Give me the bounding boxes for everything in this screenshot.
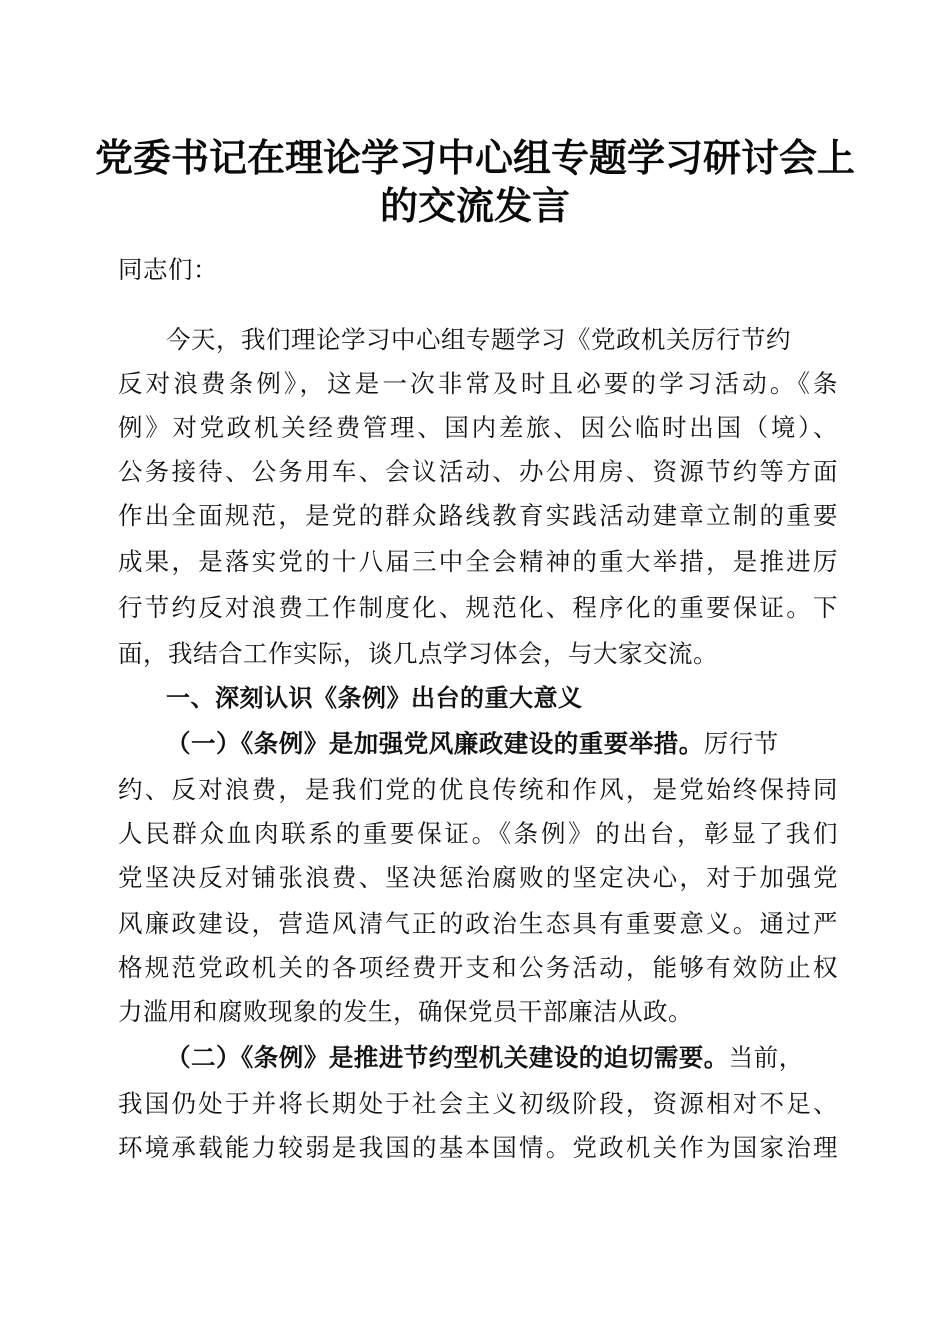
paragraph-1-line: 风廉政建设，营造风清气正的政治生态具有重要意义。通过严 [118, 909, 838, 938]
document-title-line-1: 党委书记在理论学习中心组专题学习研讨会上 [94, 135, 855, 180]
paragraph-2-subhead: （二）《条例》是推进节约型机关建设的迫切需要。 [166, 1043, 729, 1072]
intro-line: 例》对党政机关经费管理、国内差旅、因公临时出国（境）、 [118, 413, 838, 442]
intro-line: 面，我结合工作实际，谈几点学习体会，与大家交流。 [118, 639, 718, 668]
paragraph-2-first-rest: 当前， [728, 1043, 804, 1072]
paragraph-1-line: 人民群众血肉联系的重要保证。《条例》的出台，彰显了我们 [118, 819, 838, 848]
intro-line: 成果，是落实党的十八届三中全会精神的重大举措，是推进厉 [118, 547, 838, 576]
intro-line: 行节约反对浪费工作制度化、规范化、程序化的重要保证。下 [118, 593, 838, 622]
paragraph-1-line: 党坚决反对铺张浪费、坚决惩治腐败的坚定决心，对于加强党 [118, 863, 838, 892]
intro-line: 今天，我们理论学习中心组专题学习《党政机关厉行节约 [166, 325, 791, 354]
paragraph-1-subhead: （一）《条例》是加强党风廉政建设的重要举措。 [166, 729, 704, 758]
paragraph-1-line: 力滥用和腐败现象的发生，确保党员干部廉洁从政。 [118, 997, 693, 1026]
paragraph-1-first-line [166, 722, 822, 766]
paragraph-1-line: 格规范党政机关的各项经费开支和公务活动，能够有效防止权 [118, 953, 838, 982]
paragraph-2-line: 环境承载能力较弱是我国的基本国情。党政机关作为国家治理 [118, 1133, 838, 1162]
section-heading: 一、深刻认识《条例》出台的重大意义 [166, 684, 583, 712]
paragraph-1-first-rest: 厉行节 [703, 729, 779, 758]
document-title-line-2: 的交流发言 [379, 183, 570, 228]
intro-line: 反对浪费条例》，这是一次非常及时且必要的学习活动。《条 [118, 369, 838, 398]
salutation: 同志们： [118, 255, 218, 284]
paragraph-2-first-line [166, 1036, 838, 1080]
intro-line: 作出全面规范，是党的群众路线教育实践活动建章立制的重要 [118, 501, 838, 530]
intro-line: 公务接待、公务用车、会议活动、办公用房、资源节约等方面 [118, 457, 838, 486]
paragraph-1-line: 约、反对浪费，是我们党的优良传统和作风，是党始终保持同 [118, 775, 838, 804]
paragraph-2-line: 我国仍处于并将长期处于社会主义初级阶段，资源相对不足、 [118, 1089, 838, 1118]
